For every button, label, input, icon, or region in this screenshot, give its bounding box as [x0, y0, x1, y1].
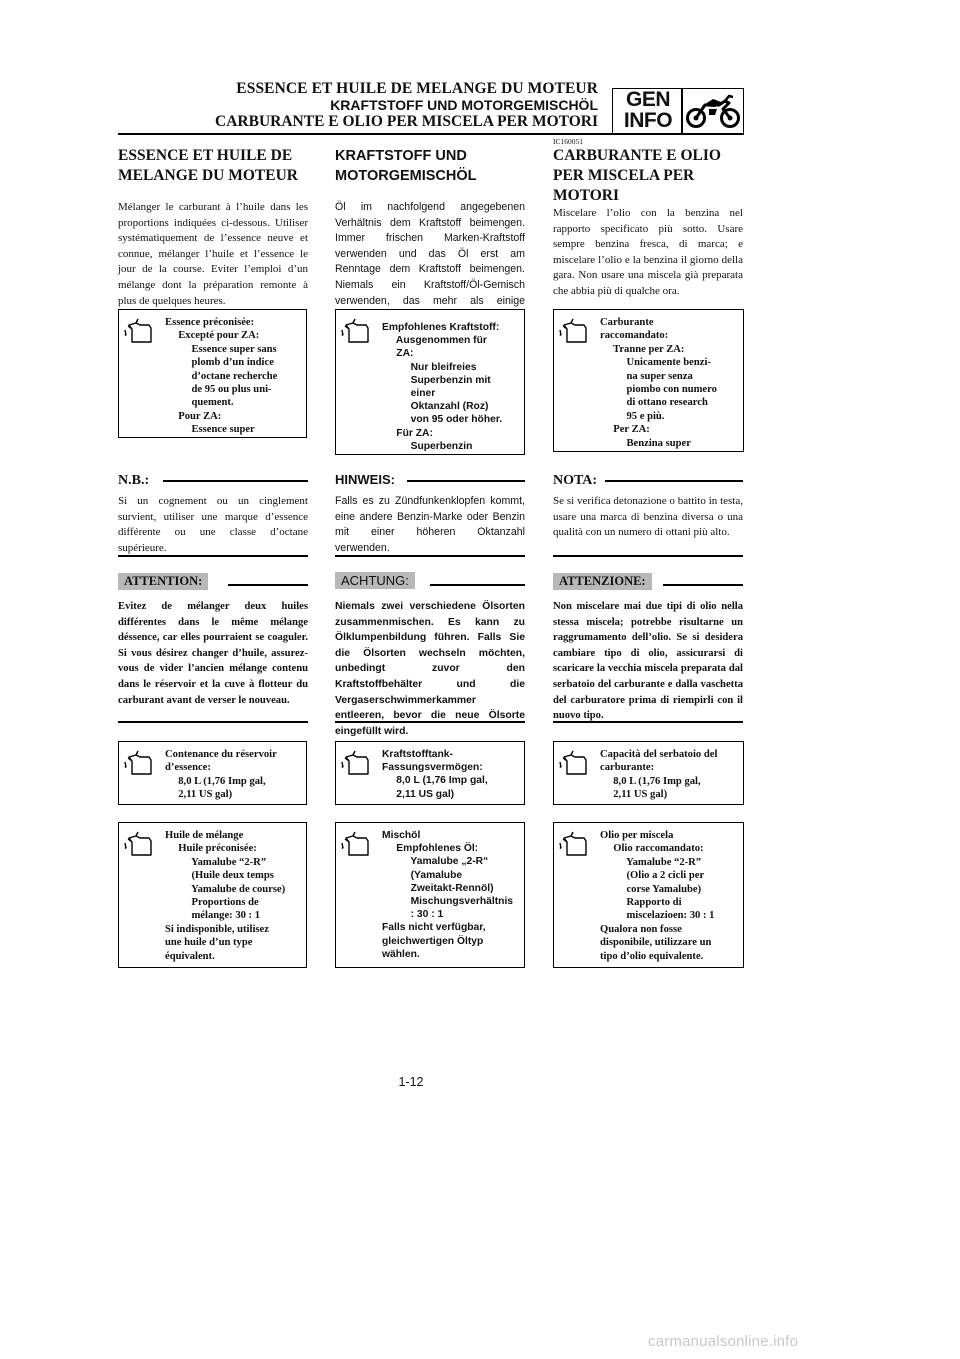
header-rule	[118, 133, 596, 135]
note-end-rule-fr	[118, 555, 308, 557]
oil-can-icon	[340, 316, 370, 346]
note-de	[335, 471, 525, 556]
spec-text-tank-de: Kraftstofftank- Fassungsvermögen: 8,0 L (1,76 Imp gal, 2,11 US gal)	[382, 749, 488, 800]
spec-box-tank-it	[553, 741, 744, 805]
note-text-de: Falls es zu Zündfunkenklopfen kommt, eine andere Benzin-Marke oder Benzin mit einer höheren Oktanzahl verwenden.	[335, 495, 525, 554]
spec-box-oil-de	[335, 822, 525, 968]
header-title-fr: ESSENCE ET HUILE DE MELANGE DU MOTEUR	[236, 80, 598, 97]
intro-fr: Mélanger le carburant à l’huile dans les proportions indiquées ci-dessous. Utiliser systématiquement de l’essence neuve et connue, mélanger l’huile et l’essence le jour de la course. Eviter l’emploi d’un mélange dont la préparation remonte à plus de quelques heures.	[118, 201, 308, 307]
note-text-fr: Si un cognement ou un cinglement survient, utiliser une marque d’essence différente ou une classe d’octane supérieure.	[118, 495, 308, 554]
intro-de: Öl im nachfolgend angegebenen Verhältnis dem Kraftstoff beimengen. Immer frischen Marken-Kraftstoff verwenden und das Öl erst am Renntage dem Kraftstoff beimengen. Niemals ein Kraftstoff/Öl-Gemisch verwenden, das mehr als einige	[335, 201, 525, 307]
gen-info-badge	[612, 88, 744, 134]
note-label-it: NOTA:	[553, 473, 598, 488]
caution-fr	[118, 572, 308, 708]
spec-box-tank-fr	[118, 741, 307, 805]
note-end-rule-it	[553, 555, 743, 557]
spec-box-oil-it	[553, 822, 744, 968]
column-de	[335, 146, 525, 325]
oil-can-icon	[558, 316, 588, 346]
oil-can-icon	[340, 748, 370, 778]
caution-end-rule-de	[335, 721, 525, 723]
note-fr	[118, 471, 308, 556]
spec-text-oil-de: Mischöl Empfohlenes Öl: Yamalube „2-R“ (Yamalube Zweitakt-Rennöl) Mischungsverhältnis : 30 : 1 Falls nicht verfügbar, gleichwertigen Öltyp wählen.	[382, 830, 514, 960]
spec-text-tank-fr: Contenance du réservoir d’essence: 8,0 L (1,76 Imp gal, 2,11 US gal)	[165, 749, 277, 801]
watermark[interactable]: carmanualsonline.info	[648, 1333, 799, 1350]
oil-can-icon	[123, 748, 153, 778]
heading-de: KRAFTSTOFF UND MOTORGEMISCHÖL	[335, 148, 477, 184]
caution-end-rule-it	[553, 721, 743, 723]
intro-it: Miscelare l’olio con la benzina nel rapporto specificato più sotto. Usare sempre benzina fresca, di marca; e miscelare l’olio e la benzina il giorno della gara. Non usare una miscela già preparata che abbia più di qualche ora.	[553, 207, 743, 297]
spec-text-oil-fr: Huile de mélange Huile préconisée: Yamalube “2-R” (Huile deux temps Yamalube de course) Proportions de mélange: 30 : 1 Si indisponible, utilisez une huile d’un type équivalent.	[165, 830, 286, 962]
reference-code: IC160051	[553, 137, 583, 146]
header-rule-right	[552, 133, 744, 135]
caution-label-de: ACHTUNG:	[335, 572, 415, 589]
note-end-rule-de	[335, 555, 525, 557]
caution-it	[553, 572, 743, 724]
spec-text-fuel-it: Carburante raccomandato: Tranne per ZA: Unicamente benzi- na super senza piombo con numero di ottano research 95 e più. Per ZA: Benzina super	[600, 317, 717, 449]
caution-label-it: ATTENZIONE:	[553, 573, 652, 590]
spec-box-fuel-de	[335, 309, 525, 455]
spec-box-fuel-it	[553, 309, 744, 452]
note-text-it: Se si verifica detonazione o battito in testa, usare una marca di benzina diversa o una qualità con un numero di ottani più alto.	[553, 495, 743, 539]
note-label-de: HINWEIS:	[335, 472, 395, 487]
spec-box-oil-fr	[118, 822, 307, 968]
caution-text-it: Non miscelare mai due tipi di olio nella stessa miscela; potrebbe risultarne un raggrumamento dell’olio. Se si desidera cambiare tipo di olio, assicurarsi di scaricare la vecchia miscela preparata dal serbatoio del carburante e dalla vaschetta del carburatore prima di riempirli con il nuovo tipo.	[553, 601, 743, 722]
oil-can-icon	[558, 829, 588, 859]
caution-text-fr: Evitez de mélanger deux huiles différentes dans le même mélange déssence, car elles pourraient se coaguler. Si vous désirez changer d’huile, assurez-vous de vider l’ancien mélange contenu dans le réservoir et la cuve à flotteur du carburant avant de verser le nouveau.	[118, 601, 308, 706]
spec-text-tank-it: Capacità del serbatoio del carburante: 8,0 L (1,76 Imp gal, 2,11 US gal)	[600, 749, 718, 801]
oil-can-icon	[340, 829, 370, 859]
oil-can-icon	[123, 316, 153, 346]
column-it	[553, 146, 743, 300]
header-title-de: KRAFTSTOFF UND MOTORGEMISCHÖL	[330, 97, 598, 113]
motorcycle-icon	[685, 93, 741, 129]
note-label-fr: N.B.:	[118, 473, 150, 488]
note-it	[553, 471, 743, 541]
caution-de	[335, 572, 525, 739]
page-number: 1-12	[398, 1075, 424, 1089]
caution-text-de: Niemals zwei verschiedene Ölsorten zusammenmischen. Es kann zu Ölklumpenbildung führen. Falls Sie die Ölsorten wechseln möchten, unbedingt zuvor den Kraftstoffbehälter und die Vergaserschwimmerkammer entleeren, bevor die neue Ölsorte eingefüllt wird.	[335, 601, 525, 737]
column-fr	[118, 146, 308, 309]
spec-text-oil-it: Olio per miscela Olio raccomandato: Yamalube “2-R” (Olio a 2 cicli per corse Yamalube) Rapporto di miscelazioen: 30 : 1 Qualora non fosse disponibile, utilizzare un tipo d’olio equivalente.	[600, 830, 715, 962]
heading-fr: ESSENCE ET HUILE DE MELANGE DU MOTEUR	[118, 147, 298, 184]
oil-can-icon	[123, 829, 153, 859]
spec-text-fuel-de: Empfohlenes Kraftstoff: Ausgenommen für ZA: Nur bleifreies Superbenzin mit einer Oktanzahl (Roz) von 95 oder höher. Für ZA: Superbenzin	[382, 322, 503, 452]
spec-text-fuel-fr: Essence préconisée: Excepté pour ZA: Essence super sans plomb d’un indice d’octane recherche de 95 ou plus uni- quement. Pour ZA: Essence super	[165, 317, 278, 436]
header-title-it: CARBURANTE E OLIO PER MISCELA PER MOTORI	[215, 113, 598, 130]
spec-box-fuel-fr	[118, 309, 307, 438]
oil-can-icon	[558, 748, 588, 778]
spec-box-tank-de	[335, 741, 525, 805]
gen-info-label: GEN INFO	[623, 88, 673, 132]
heading-it: CARBURANTE E OLIO PER MISCELA PER MOTORI	[553, 147, 721, 204]
caution-end-rule-fr	[118, 721, 308, 723]
caution-label-fr: ATTENTION:	[118, 573, 208, 590]
